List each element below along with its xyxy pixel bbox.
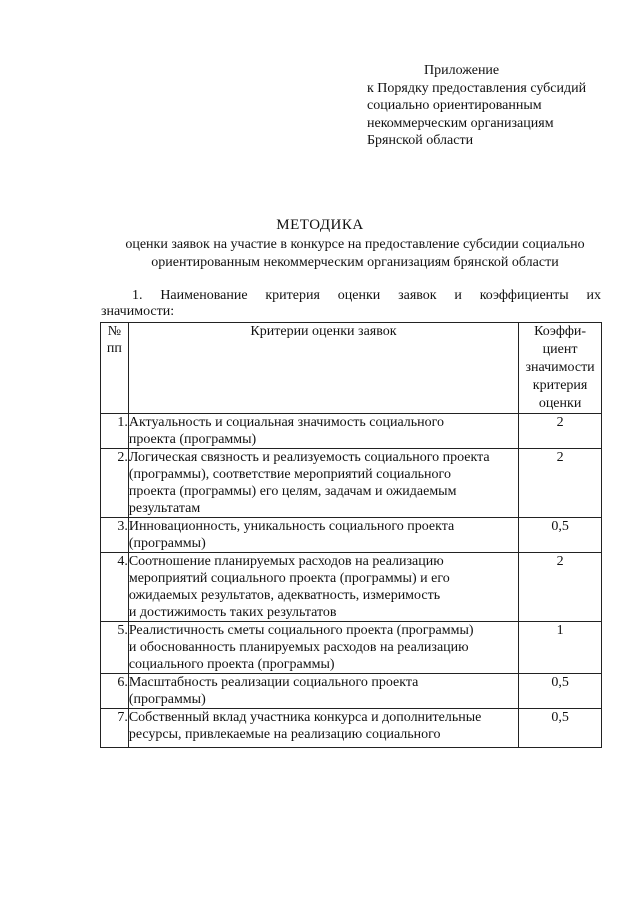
table-row [101,414,602,449]
row-number: 3. [101,518,129,553]
row-criterion [128,709,518,748]
table-row [101,709,602,748]
appendix-line: Приложение [424,63,500,78]
criterion-line: Логическая связность и реализуемость социального проекта [128,450,490,465]
header-coefficient-line: циент [542,342,578,357]
table-row [101,622,602,674]
appendix-line: социально ориентированным [367,98,542,113]
row-criterion [128,518,518,553]
criterion-line: проекта (программы) [128,432,257,447]
section-heading-line: 1. Наименование критерия оценки заявок и коэффициенты их [132,288,601,303]
criterion-line: ресурсы, привлекаемые на реализацию социального [128,727,441,742]
criterion-line: и достижимость таких результатов [128,605,337,620]
header-coefficient-line: Коэффи- [534,324,587,339]
criterion-line: проекта (программы) его целям, задачам и ожидаемым [128,484,457,499]
row-coefficient: 0,5 [519,518,602,553]
criterion-line: (программы), соответствие мероприятий социального [128,467,451,482]
document-subtitle [90,236,620,272]
criterion-line: Инновационность, уникальность социального проекта [128,519,455,534]
criteria-table [100,322,602,748]
subtitle-line: оценки заявок на участие в конкурсе на предоставление субсидии социально [125,237,585,252]
table-row [101,553,602,622]
table-row [101,518,602,553]
header-coefficient-line: оценки [538,396,582,411]
row-criterion [128,414,518,449]
criterion-line: Масштабность реализации социального проекта [128,675,419,690]
subtitle-line: ориентированным некоммерческим организациям брянской области [151,255,559,270]
row-number: 1. [101,414,129,449]
row-coefficient: 2 [519,414,602,449]
row-number: 6. [101,674,129,709]
row-number: 5. [101,622,129,674]
criterion-line: Реалистичность сметы социального проекта (программы) [128,623,474,638]
criterion-line: ожидаемых результатов, адекватность, измеримость [128,588,441,603]
criterion-line: мероприятий социального проекта (программы) и его [128,571,450,586]
header-criteria: Критерии оценки заявок [128,323,518,414]
appendix-block [367,62,627,150]
row-coefficient: 1 [519,622,602,674]
criterion-line: (программы) [128,536,206,551]
appendix-line: к Порядку предоставления субсидий [367,80,587,96]
header-coefficient [519,323,602,414]
section-heading [101,288,601,320]
header-number-line: пп [106,341,122,356]
criterion-line: (программы) [128,692,206,707]
document-title: МЕТОДИКА [276,217,364,233]
table-row [101,449,602,518]
row-criterion [128,553,518,622]
table-row [101,674,602,709]
appendix-line: Брянской области [367,133,474,148]
row-coefficient: 2 [519,449,602,518]
criterion-line: и обоснованность планируемых расходов на реализацию [128,640,469,655]
row-criterion [128,622,518,674]
row-coefficient: 2 [519,553,602,622]
row-coefficient: 0,5 [519,709,602,748]
criterion-line: Актуальность и социальная значимость социального [128,415,445,430]
row-criterion [128,449,518,518]
header-number-line: № [107,324,122,339]
header-coefficient-line: значимости [525,360,595,375]
appendix-line: некоммерческим организациям [367,115,554,131]
criterion-line: социального проекта (программы) [128,657,335,672]
criterion-line: результатам [128,501,201,516]
row-number: 4. [101,553,129,622]
row-number: 2. [101,449,129,518]
section-heading-line: значимости: [101,304,175,319]
table-header-row [101,323,602,414]
row-criterion [128,674,518,709]
criterion-line: Собственный вклад участника конкурса и дополнительные [128,710,482,725]
header-coefficient-line: критерия [532,378,588,393]
row-coefficient: 0,5 [519,674,602,709]
row-number: 7. [101,709,129,748]
header-number [101,323,129,414]
criterion-line: Соотношение планируемых расходов на реализацию [128,554,444,569]
